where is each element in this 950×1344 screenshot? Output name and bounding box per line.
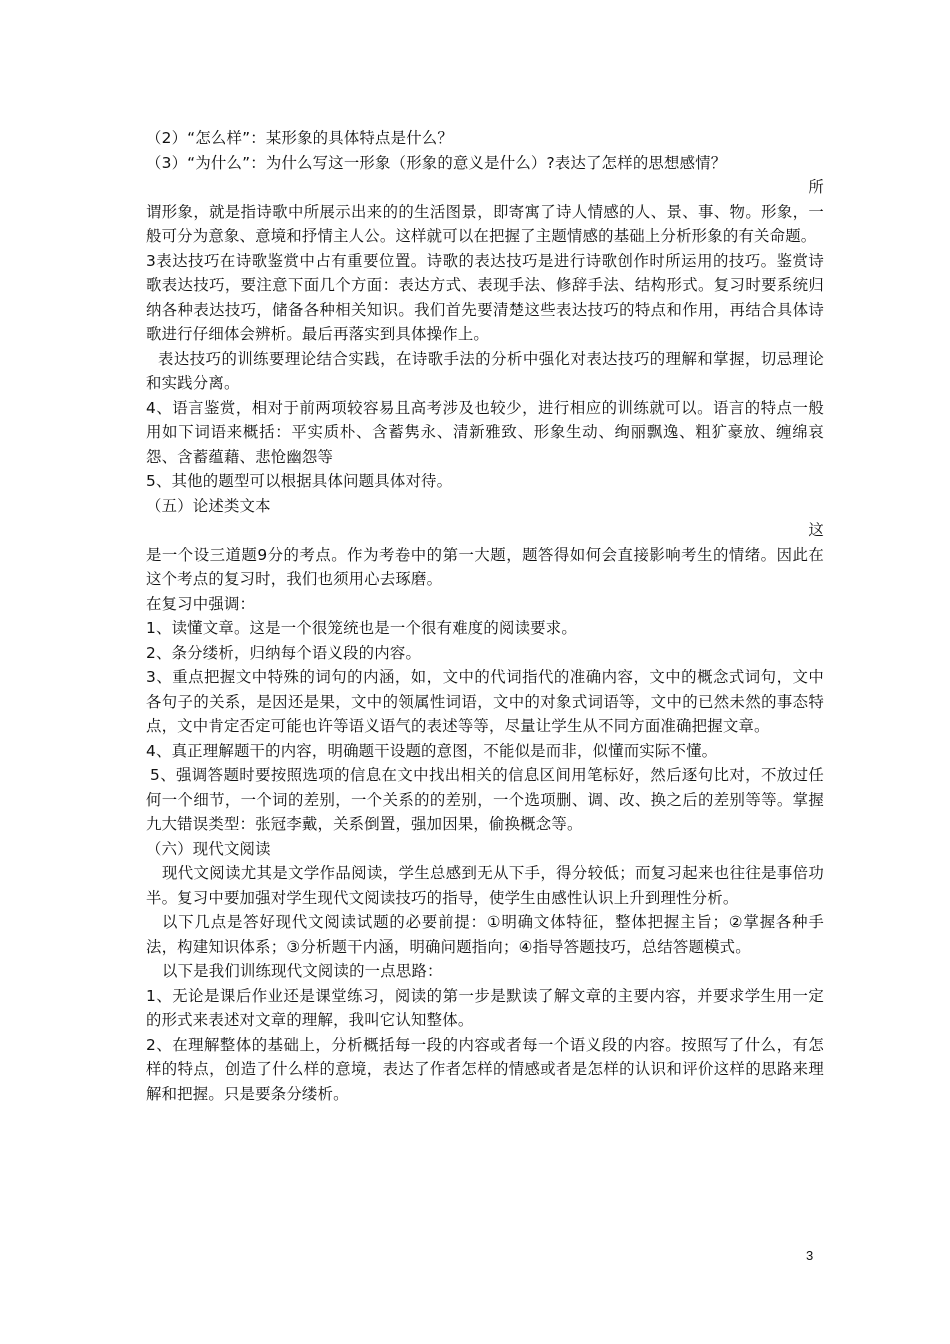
list-item: 5、强调答题时要按照选项的信息在文中找出相关的信息区间用笔标好，然后逐句比对，不放过任何一个细节，一个词的差别，一个关系的的差别，一个选项删、调、改、换之后的差别等等。掌握九大错误类型：张冠李戴，关系倒置，强加因果，偷换概念等。 (146, 766, 824, 833)
paragraph: 以下是我们训练现代文阅读的一点思路： (162, 962, 443, 980)
list-item: 2、条分缕析，归纳每个语义段的内容。 (146, 643, 422, 662)
list-item: 4、真正理解题干的内容，明确题干设题的意图，不能似是而非，似懂而实际不懂。 (146, 741, 718, 760)
paragraph: 表达技巧的训练要理论结合实践，在诗歌手法的分析中强化对表达技巧的理解和掌握，切忌理论和实践分离。 (146, 349, 824, 392)
paragraph: 是一个设三道题9分的考点。作为考卷中的第一大题，题答得如何会直接影响考生的情绪。因此在这个考点的复习时，我们也须用心去琢磨。 (146, 545, 824, 588)
paragraph: （3）“为什么”：为什么写这一形象（形象的意义是什么）?表达了怎样的思想感情？ (146, 153, 727, 172)
page-number: 3 (806, 1248, 814, 1263)
list-item: 1、无论是课后作业还是课堂练习，阅读的第一步是默读了解文章的主要内容，并要求学生用一定的形式来表述对文章的理解，我叫它认知整体。 (146, 986, 824, 1029)
list-item: 3、重点把握文中特殊的词句的内涵，如，文中的代词指代的准确内容，文中的概念式词句，文中各句子的关系，是因还是果，文中的领属性词语，文中的对象式词语等，文中的已然未然的事态特点，文中肯定否定可能也许等语义语气的表述等等，尽量让学生从不同方面准确把握文章。 (146, 668, 824, 735)
document-body (146, 126, 824, 1106)
paragraph: 这 (808, 521, 824, 539)
paragraph: （2）“怎么样”：某形象的具体特点是什么？ (146, 129, 453, 147)
paragraph: 谓形象，就是指诗歌中所展示出来的的生活图景，即寄寓了诗人情感的人、景、事、物。形象，一般可分为意象、意境和抒情主人公。这样就可以在把握了主题情感的基础上分析形象的有关命题。 (146, 202, 824, 245)
section-heading: （六）现代文阅读 (146, 839, 271, 858)
paragraph: 4、语言鉴赏，相对于前两项较容易且高考涉及也较少，进行相应的训练就可以。语言的特点一般用如下词语来概括：平实质朴、含蓄隽永、清新雅致、形象生动、绚丽飘逸、粗犷豪放、缠绵哀怨、含蓄蕴藉、悲怆幽怨等 (146, 398, 824, 466)
section-heading: （五）论述类文本 (146, 496, 271, 515)
paragraph: 所 (808, 178, 824, 196)
list-item: 2、在理解整体的基础上，分析概括每一段的内容或者每一个语义段的内容。按照写了什么，有怎样的特点，创造了什么样的意境，表达了作者怎样的情感或者是怎样的认识和评价这样的思路来理解和把握。只是要条分缕析。 (146, 1035, 824, 1103)
paragraph: 现代文阅读尤其是文学作品阅读，学生总感到无从下手，得分较低；而复习起来也往往是事倍功半。复习中要加强对学生现代文阅读技巧的指导，使学生由感性认识上升到理性分析。 (146, 864, 824, 907)
paragraph: 在复习中强调： (146, 594, 256, 613)
paragraph: 以下几点是答好现代文阅读试题的必要前提：①明确文体特征，整体把握主旨；②掌握各种手法，构建知识体系；③分析题干内涵，明确问题指向；④指导答题技巧，总结答题模式。 (146, 913, 824, 956)
paragraph: 5、其他的题型可以根据具体问题具体对待。 (146, 472, 453, 490)
list-item: 1、读懂文章。这是一个很笼统也是一个很有难度的阅读要求。 (146, 619, 577, 637)
paragraph: 3表达技巧在诗歌鉴赏中占有重要位置。诗歌的表达技巧是进行诗歌创作时所运用的技巧。鉴赏诗歌表达技巧，要注意下面几个方面：表达方式、表现手法、修辞手法、结构形式。复习时要系统归纳各种表达技巧，储备各种相关知识。我们首先要清楚这些表达技巧的特点和作用，再结合具体诗歌进行仔细体会辨析。最后再落实到具体操作上。 (146, 251, 824, 343)
